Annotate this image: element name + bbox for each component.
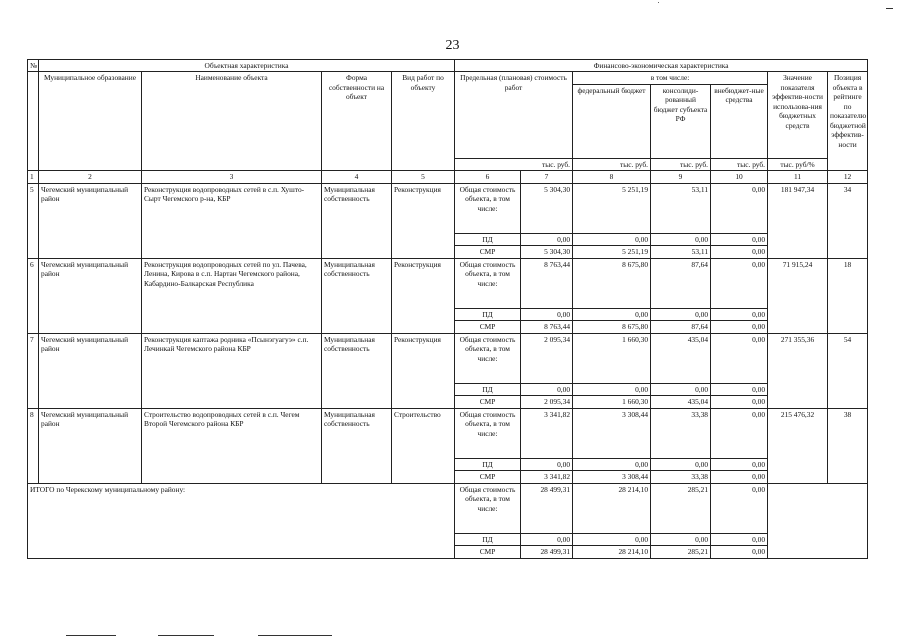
- total-label-cell: Общая стоимость объекта, в том числе:: [455, 258, 521, 308]
- header-rating: Позиция объекта в рейтинге по показателю бюджетной эффектив-ности: [828, 72, 868, 171]
- totals-extrabudget: 0,00: [711, 483, 768, 533]
- header-including: в том числе:: [573, 72, 768, 84]
- consolidated-cell: 33,38: [651, 408, 711, 458]
- pd-row-value: 0,00: [711, 308, 768, 320]
- totals-smr-row-value: 28 499,31: [521, 546, 573, 558]
- rating-cell: 18: [828, 258, 868, 333]
- smr-row-value: 8 675,80: [573, 321, 651, 333]
- col-number: 3: [142, 171, 322, 183]
- object-name-cell: Реконструкция водопроводных сетей в с.п. Хушто-Сырт Чегемского р-на, КБР: [142, 183, 322, 258]
- header-num-blank: [28, 72, 39, 171]
- rating-cell: 34: [828, 183, 868, 258]
- table-row: [28, 333, 868, 383]
- page-number: 23: [445, 38, 460, 53]
- federal-cell: 3 308,44: [573, 408, 651, 458]
- smr-row-label: СМР: [455, 471, 521, 483]
- pd-row-label: ПД: [455, 383, 521, 395]
- header-object-group: Объектная характеристика: [39, 60, 455, 72]
- smr-row-label: СМР: [455, 246, 521, 258]
- pd-row-value: 0,00: [521, 458, 573, 470]
- ownership-cell: Муниципальная собственность: [322, 333, 392, 408]
- smr-row-value: 0,00: [711, 471, 768, 483]
- pd-row-value: 0,00: [521, 383, 573, 395]
- total-cost-cell: 3 341,82: [521, 408, 573, 458]
- smr-row-value: 5 304,30: [521, 246, 573, 258]
- extrabudget-cell: 0,00: [711, 258, 768, 308]
- unit-indicator: тыс. руб/%: [768, 158, 828, 170]
- unit-extra: тыс. руб.: [711, 158, 768, 170]
- column-number-row: [28, 171, 868, 183]
- header-row-groups: [28, 60, 868, 72]
- header-object-name: Наименование объекта: [142, 72, 322, 171]
- header-row-sub: [28, 72, 868, 84]
- totals-federal: 28 214,10: [573, 483, 651, 533]
- pd-row-value: 0,00: [651, 233, 711, 245]
- municipality-cell: Чегемский муниципальный район: [39, 258, 142, 333]
- indicator-cell: 181 947,34: [768, 183, 828, 258]
- totals-pd-row-label: ПД: [455, 533, 521, 545]
- totals-smr-row-value: 0,00: [711, 546, 768, 558]
- pd-row-value: 0,00: [573, 458, 651, 470]
- totals-pd-row-value: 0,00: [711, 533, 768, 545]
- smr-row-value: 3 341,82: [521, 471, 573, 483]
- smr-row-label: СМР: [455, 396, 521, 408]
- totals-consolidated: 285,21: [651, 483, 711, 533]
- smr-row-value: 0,00: [711, 321, 768, 333]
- row-number: 5: [28, 183, 39, 258]
- col-number: 6: [455, 171, 521, 183]
- col-number: 9: [651, 171, 711, 183]
- pd-row-label: ПД: [455, 308, 521, 320]
- totals-pd-row-value: 0,00: [651, 533, 711, 545]
- pd-row-value: 0,00: [711, 383, 768, 395]
- consolidated-cell: 435,04: [651, 333, 711, 383]
- table-row: [28, 408, 868, 458]
- total-cost-cell: 5 304,30: [521, 183, 573, 233]
- extrabudget-cell: 0,00: [711, 408, 768, 458]
- ownership-cell: Муниципальная собственность: [322, 258, 392, 333]
- object-name-cell: Строительство водопроводных сетей в с.п. Чегем Второй Чегемского района КБР: [142, 408, 322, 483]
- pd-row-value: 0,00: [651, 458, 711, 470]
- header-ownership: Форма собственности на объект: [322, 72, 392, 171]
- pd-row-value: 0,00: [573, 233, 651, 245]
- totals-total-cost: 28 499,31: [521, 483, 573, 533]
- pd-row-value: 0,00: [651, 308, 711, 320]
- col-number: 8: [573, 171, 651, 183]
- col-number: 12: [828, 171, 868, 183]
- pd-row-value: 0,00: [573, 383, 651, 395]
- smr-row-value: 87,64: [651, 321, 711, 333]
- row-number: 6: [28, 258, 39, 333]
- totals-pd-row-value: 0,00: [521, 533, 573, 545]
- rating-cell: 54: [828, 333, 868, 408]
- smr-row-value: 8 763,44: [521, 321, 573, 333]
- indicator-cell: 271 355,36: [768, 333, 828, 408]
- smr-row-value: 0,00: [711, 396, 768, 408]
- total-cost-cell: 8 763,44: [521, 258, 573, 308]
- row-number: 8: [28, 408, 39, 483]
- federal-cell: 8 675,80: [573, 258, 651, 308]
- federal-cell: 5 251,19: [573, 183, 651, 233]
- col-number: 5: [392, 171, 455, 183]
- smr-row-value: 0,00: [711, 246, 768, 258]
- smr-row-value: 5 251,19: [573, 246, 651, 258]
- pd-row-label: ПД: [455, 233, 521, 245]
- pd-row-value: 0,00: [651, 383, 711, 395]
- work-type-cell: Реконструкция: [392, 258, 455, 333]
- totals-total-label: Общая стоимость объекта, в том числе:: [455, 483, 521, 533]
- header-indicator: Значение показателя эффектив-ности использова-ния бюджетных средств: [768, 72, 828, 158]
- consolidated-cell: 53,11: [651, 183, 711, 233]
- header-extrabudget: внебюджет-ные средства: [711, 84, 768, 158]
- totals-smr-row-value: 285,21: [651, 546, 711, 558]
- header-municipality: Муниципальное образование: [39, 72, 142, 171]
- object-name-cell: Реконструкция водопроводных сетей по ул. Пачева, Ленина, Кирова в с.п. Нартан Чегемского района, Кабардино-Балкарская Республика: [142, 258, 322, 333]
- work-type-cell: Строительство: [392, 408, 455, 483]
- pd-row-label: ПД: [455, 458, 521, 470]
- indicator-cell: 215 476,32: [768, 408, 828, 483]
- pd-row-value: 0,00: [521, 308, 573, 320]
- totals-label: ИТОГО по Черекскому муниципальному району:: [28, 483, 455, 558]
- pd-row-value: 0,00: [521, 233, 573, 245]
- rating-cell: 38: [828, 408, 868, 483]
- object-name-cell: Реконструкция каптажа родника «Псынэгуагуэ» с.п. Лечинкай Чегемского района КБР: [142, 333, 322, 408]
- pd-row-value: 0,00: [573, 308, 651, 320]
- ownership-cell: Муниципальная собственность: [322, 183, 392, 258]
- col-number: 4: [322, 171, 392, 183]
- finance-table: [27, 59, 868, 559]
- header-work-type: Вид работ по объекту: [392, 72, 455, 171]
- unit-total: тыс. руб.: [455, 158, 573, 170]
- signature-line: [66, 635, 116, 636]
- col-number: 11: [768, 171, 828, 183]
- smr-row-value: 3 308,44: [573, 471, 651, 483]
- corner-mark: [886, 8, 893, 9]
- total-label-cell: Общая стоимость объекта, в том числе:: [455, 408, 521, 458]
- work-type-cell: Реконструкция: [392, 333, 455, 408]
- totals-row: [28, 483, 868, 533]
- header-finance-group: Финансово-экономическая характеристика: [455, 60, 868, 72]
- totals-pd-row-value: 0,00: [573, 533, 651, 545]
- col-number: 10: [711, 171, 768, 183]
- speck: [658, 2, 659, 3]
- smr-row-value: 2 095,34: [521, 396, 573, 408]
- municipality-cell: Чегемский муниципальный район: [39, 183, 142, 258]
- extrabudget-cell: 0,00: [711, 333, 768, 383]
- smr-row-value: 1 660,30: [573, 396, 651, 408]
- unit-consolidated: тыс. руб.: [651, 158, 711, 170]
- row-number: 7: [28, 333, 39, 408]
- signature-line: [258, 635, 332, 636]
- header-planned-cost: Предельная (плановая) стоимость работ: [455, 72, 573, 158]
- smr-row-value: 53,11: [651, 246, 711, 258]
- total-label-cell: Общая стоимость объекта, в том числе:: [455, 183, 521, 233]
- smr-row-value: 435,04: [651, 396, 711, 408]
- smr-row-label: СМР: [455, 321, 521, 333]
- total-label-cell: Общая стоимость объекта, в том числе:: [455, 333, 521, 383]
- work-type-cell: Реконструкция: [392, 183, 455, 258]
- header-consolidated: консолиди-рованный бюджет субъекта РФ: [651, 84, 711, 158]
- extrabudget-cell: 0,00: [711, 183, 768, 233]
- unit-federal: тыс. руб.: [573, 158, 651, 170]
- col-number: 1: [28, 171, 39, 183]
- signature-line: [158, 635, 214, 636]
- pd-row-value: 0,00: [711, 233, 768, 245]
- totals-blank: [768, 483, 868, 558]
- table-row: [28, 258, 868, 308]
- col-number: 2: [39, 171, 142, 183]
- header-num: №: [28, 60, 39, 72]
- col-number: 7: [521, 171, 573, 183]
- consolidated-cell: 87,64: [651, 258, 711, 308]
- header-federal: федеральный бюджет: [573, 84, 651, 158]
- totals-smr-row-value: 28 214,10: [573, 546, 651, 558]
- municipality-cell: Чегемский муниципальный район: [39, 408, 142, 483]
- municipality-cell: Чегемский муниципальный район: [39, 333, 142, 408]
- federal-cell: 1 660,30: [573, 333, 651, 383]
- total-cost-cell: 2 095,34: [521, 333, 573, 383]
- pd-row-value: 0,00: [711, 458, 768, 470]
- ownership-cell: Муниципальная собственность: [322, 408, 392, 483]
- indicator-cell: 71 915,24: [768, 258, 828, 333]
- smr-row-value: 33,38: [651, 471, 711, 483]
- totals-smr-row-label: СМР: [455, 546, 521, 558]
- table-row: [28, 183, 868, 233]
